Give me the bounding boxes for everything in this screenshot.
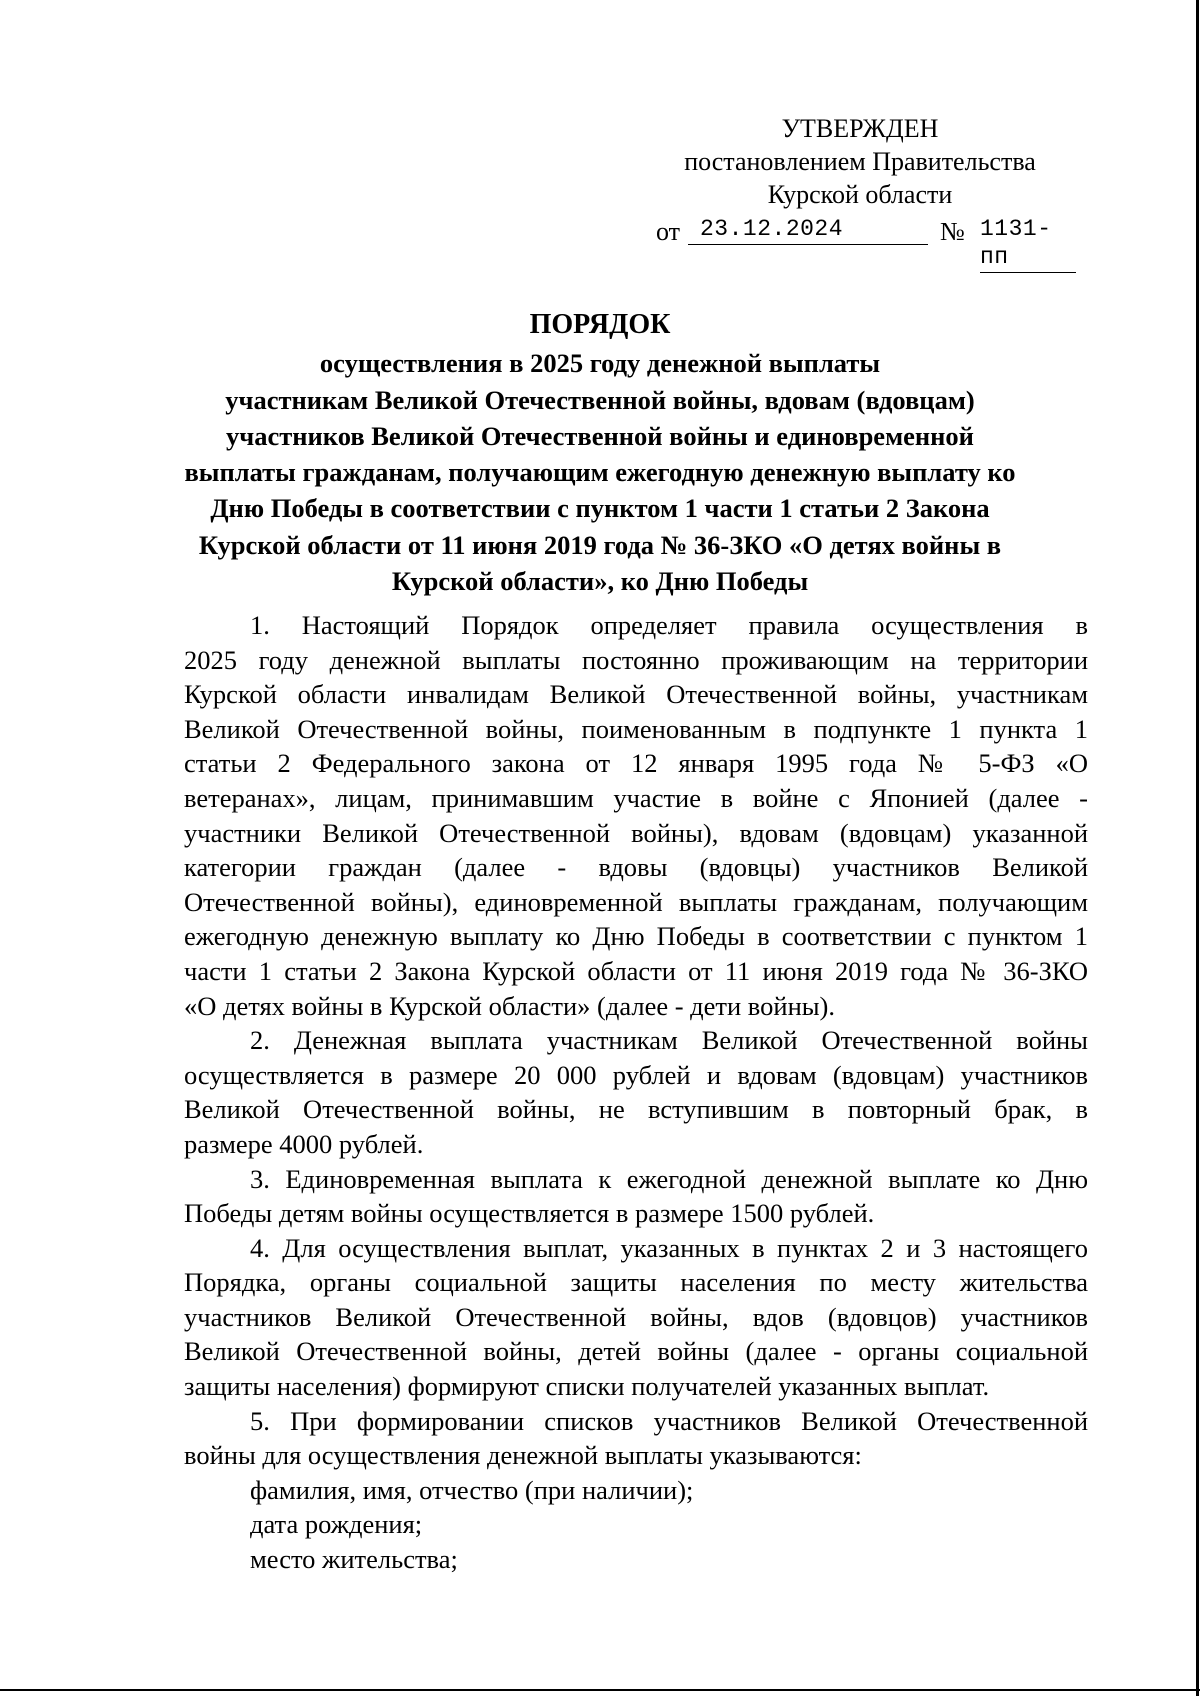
- text-line: Победы детям войны осуществляется в размере 1500 рублей.: [184, 1198, 875, 1229]
- approval-number: 1131-пп: [980, 215, 1076, 273]
- approval-date-row: [640, 211, 1080, 270]
- text-line: войны для осуществления денежной выплаты указываются:: [184, 1440, 862, 1471]
- text-line: Великой Отечественной войны, не вступившим в повторный брак, в: [184, 1094, 1088, 1125]
- title-line: участникам Великой Отечественной войны, вдовам (вдовцам): [225, 384, 975, 415]
- list-item: фамилия, имя, отчество (при наличии);: [250, 1474, 694, 1505]
- list-item: место жительства;: [250, 1544, 458, 1575]
- text-line: Курской области инвалидам Великой Отечественной войны, участникам: [184, 679, 1088, 710]
- approval-stamp: УТВЕРЖДЕН: [781, 114, 939, 143]
- text-line: «О детях войны в Курской области» (далее - дети войны).: [184, 990, 836, 1021]
- paragraph-2: [184, 1023, 1088, 1161]
- document-body: [184, 608, 1088, 1577]
- text-line: Порядка, органы социальной защиты населения по месту жительства: [184, 1267, 1088, 1298]
- page-edge-right: [1196, 0, 1199, 1696]
- title-line: осуществления в 2025 году денежной выплаты: [319, 348, 881, 379]
- approval-region: Курской области: [767, 180, 953, 209]
- text-line: размере 4000 рублей.: [184, 1128, 424, 1159]
- text-line: ежегодную денежную выплату ко Дню Победы в соответствии с пунктом 1: [184, 921, 1088, 952]
- approval-block: [640, 112, 1080, 270]
- text-line: категории граждан (далее - вдовы (вдовцы) участников Великой: [184, 852, 1088, 883]
- paragraph-4: [184, 1231, 1088, 1404]
- title-line: Курской области», ко Дню Победы: [391, 566, 809, 597]
- text-line: защиты населения) формируют списки получателей указанных выплат.: [184, 1371, 990, 1402]
- title-line: выплаты гражданам, получающим ежегодную денежную выплату ко: [184, 457, 1016, 488]
- date-prefix: от: [656, 217, 681, 246]
- paragraph-3: [184, 1162, 1088, 1231]
- title-heading: ПОРЯДОК: [529, 309, 671, 340]
- title-line: Дню Победы в соответствии с пунктом 1 части 1 статьи 2 Закона: [210, 493, 990, 524]
- title-line: участников Великой Отечественной войны и единовременной: [226, 420, 974, 451]
- field-list: [184, 1473, 1088, 1577]
- text-line: участников Великой Отечественной войны, вдов (вдовцов) участников: [184, 1301, 1088, 1332]
- text-line: Отечественной войны), единовременной выплаты гражданам, получающим: [184, 886, 1088, 917]
- page-edge-bottom: [0, 1689, 1200, 1691]
- paragraph-1: [184, 608, 1088, 1023]
- title-line: Курской области от 11 июня 2019 года № 36-ЗКО «О детях войны в: [198, 529, 1002, 560]
- text-line: Великой Отечественной войны, поименованным в подпункте 1 пункта 1: [184, 713, 1088, 744]
- text-line: 2. Денежная выплата участникам Великой Отечественной войны: [250, 1025, 1088, 1056]
- approval-date: 23.12.2024: [688, 215, 928, 245]
- text-line: ветеранах», лицам, принимавшим участие в войне с Японией (далее -: [184, 782, 1088, 813]
- number-label: №: [940, 217, 965, 246]
- text-line: 4. Для осуществления выплат, указанных в пунктах 2 и 3 настоящего: [250, 1232, 1088, 1263]
- document-title: [150, 307, 1050, 599]
- text-line: 1. Настоящий Порядок определяет правила осуществления в: [250, 610, 1088, 640]
- text-line: части 1 статьи 2 Закона Курской области от 11 июня 2019 года № 36-ЗКО: [184, 955, 1088, 986]
- text-line: 3. Единовременная выплата к ежегодной денежной выплате ко Дню: [250, 1163, 1088, 1194]
- text-line: 2025 году денежной выплаты постоянно проживающим на территории: [184, 644, 1088, 675]
- approval-issuer: постановлением Правительства: [684, 147, 1036, 176]
- text-line: статьи 2 Федерального закона от 12 января 1995 года № 5-ФЗ «О: [184, 748, 1088, 779]
- list-item: дата рождения;: [250, 1509, 423, 1540]
- text-line: осуществляется в размере 20 000 рублей и вдовам (вдовцам) участников: [184, 1059, 1088, 1090]
- paragraph-5: [184, 1404, 1088, 1473]
- text-line: Великой Отечественной войны, детей войны (далее - органы социальной: [184, 1336, 1088, 1367]
- text-line: участники Великой Отечественной войны), вдовам (вдовцам) указанной: [184, 817, 1088, 848]
- text-line: 5. При формировании списков участников Великой Отечественной: [250, 1405, 1088, 1436]
